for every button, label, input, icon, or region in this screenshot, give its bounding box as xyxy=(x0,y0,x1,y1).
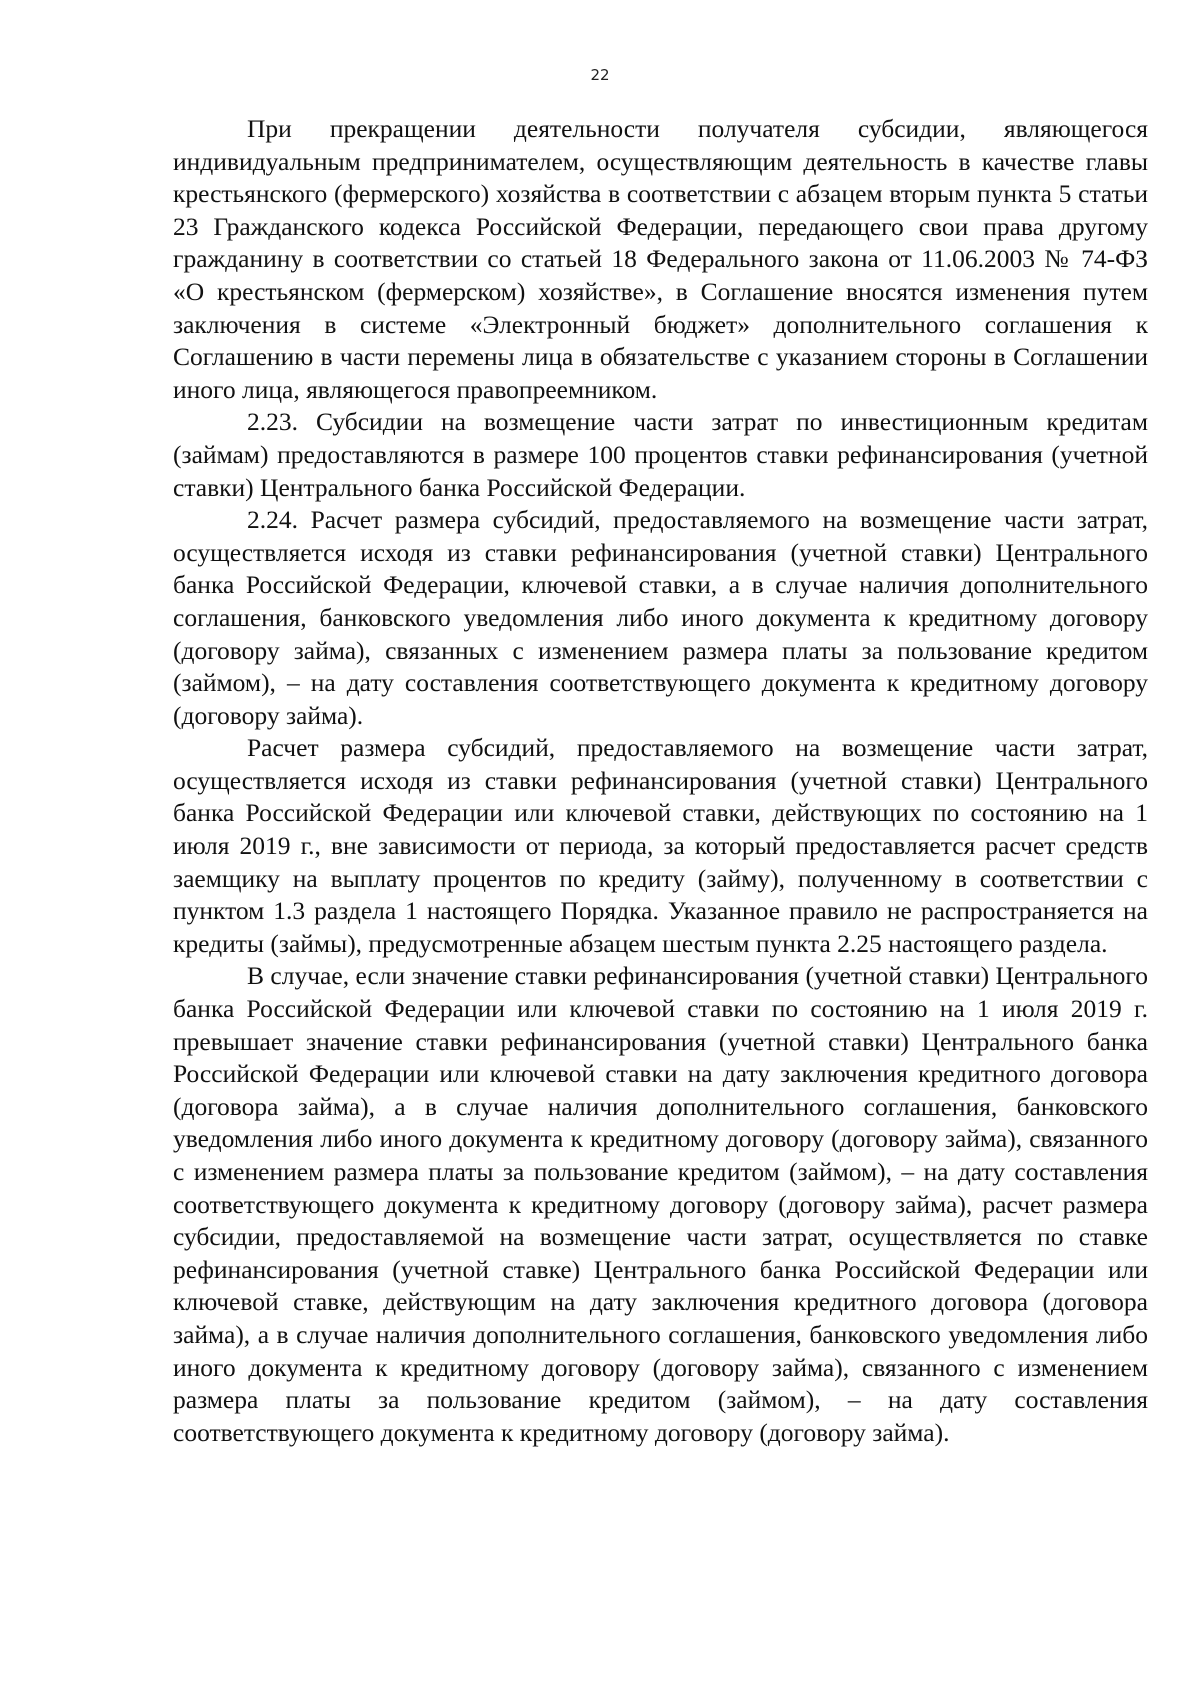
paragraph-rate-july-2019: Расчет размера субсидий, предоставляемого на возмещение части затрат, осуществляется исходя из ставки рефинансирования (учетной ставки) Центрального банка Российской Федерации или ключевой ставки, действующих по состоянию на 1 июля 2019 г., вне зависимости от периода, за который предоставляется расчет средств заемщику на выплату процентов по кредиту (займу), полученному в соответствии с пунктом 1.3 раздела 1 настоящего Порядка. Указанное правило не распространяется на кредиты (займы), предусмотренные абзацем шестым пункта 2.25 настоящего раздела. xyxy=(173,733,1148,958)
document-body xyxy=(173,113,1148,1449)
paragraph-successor-agreement: При прекращении деятельности получателя субсидии, являющегося индивидуальным предпринимателем, осуществляющим деятельность в качестве главы крестьянского (фермерского) хозяйства в соответствии с абзацем вторым пункта 5 статьи 23 Гражданского кодекса Российской Федерации, передающего свои права другому гражданину в соответствии со статьей 18 Федерального закона от 11.06.2003 № 74-ФЗ «О крестьянском (фермерском) хозяйстве», в Соглашение вносятся изменения путем заключения в системе «Электронный бюджет» дополнительного соглашения к Соглашению в части перемены лица в обязательстве с указанием стороны в Соглашении иного лица, являющегося правопреемником. xyxy=(173,114,1148,404)
paragraph-2-24: 2.24. Расчет размера субсидий, предоставляемого на возмещение части затрат, осуществляется исходя из ставки рефинансирования (учетной ставки) Центрального банка Российской Федерации, ключевой ставки, а в случае наличия дополнительного соглашения, банковского уведомления либо иного документа к кредитному договору (договору займа), связанных с изменением размера платы за пользование кредитом (займом), – на дату составления соответствующего документа к кредитному договору (договору займа). xyxy=(173,505,1148,730)
paragraph-2-23: 2.23. Субсидии на возмещение части затрат по инвестиционным кредитам (займам) предоставляются в размере 100 процентов ставки рефинансирования (учетной ставки) Центрального банка Российской Федерации. xyxy=(173,407,1148,502)
paragraph-rate-exceeds: В случае, если значение ставки рефинансирования (учетной ставки) Центрального банка Российской Федерации или ключевой ставки по состоянию на 1 июля 2019 г. превышает значение ставки рефинансирования (учетной ставки) Центрального банка Российской Федерации или ключевой ставки на дату заключения кредитного договора (договора займа), а в случае наличия дополнительного соглашения, банковского уведомления либо иного документа к кредитному договору (договору займа), связанного с изменением размера платы за пользование кредитом (займом), – на дату составления соответствующего документа к кредитному договору (договору займа), расчет размера субсидии, предоставляемой на возмещение части затрат, осуществляется по ставке рефинансирования (учетной ставке) Центрального банка Российской Федерации или ключевой ставке, действующим на дату заключения кредитного договора (договора займа), а в случае наличия дополнительного соглашения, банковского уведомления либо иного документа к кредитному договору (договору займа), связанного с изменением размера платы за пользование кредитом (займом), – на дату составления соответствующего документа к кредитному договору (договору займа). xyxy=(173,961,1148,1447)
page-number: 22 xyxy=(590,66,610,84)
